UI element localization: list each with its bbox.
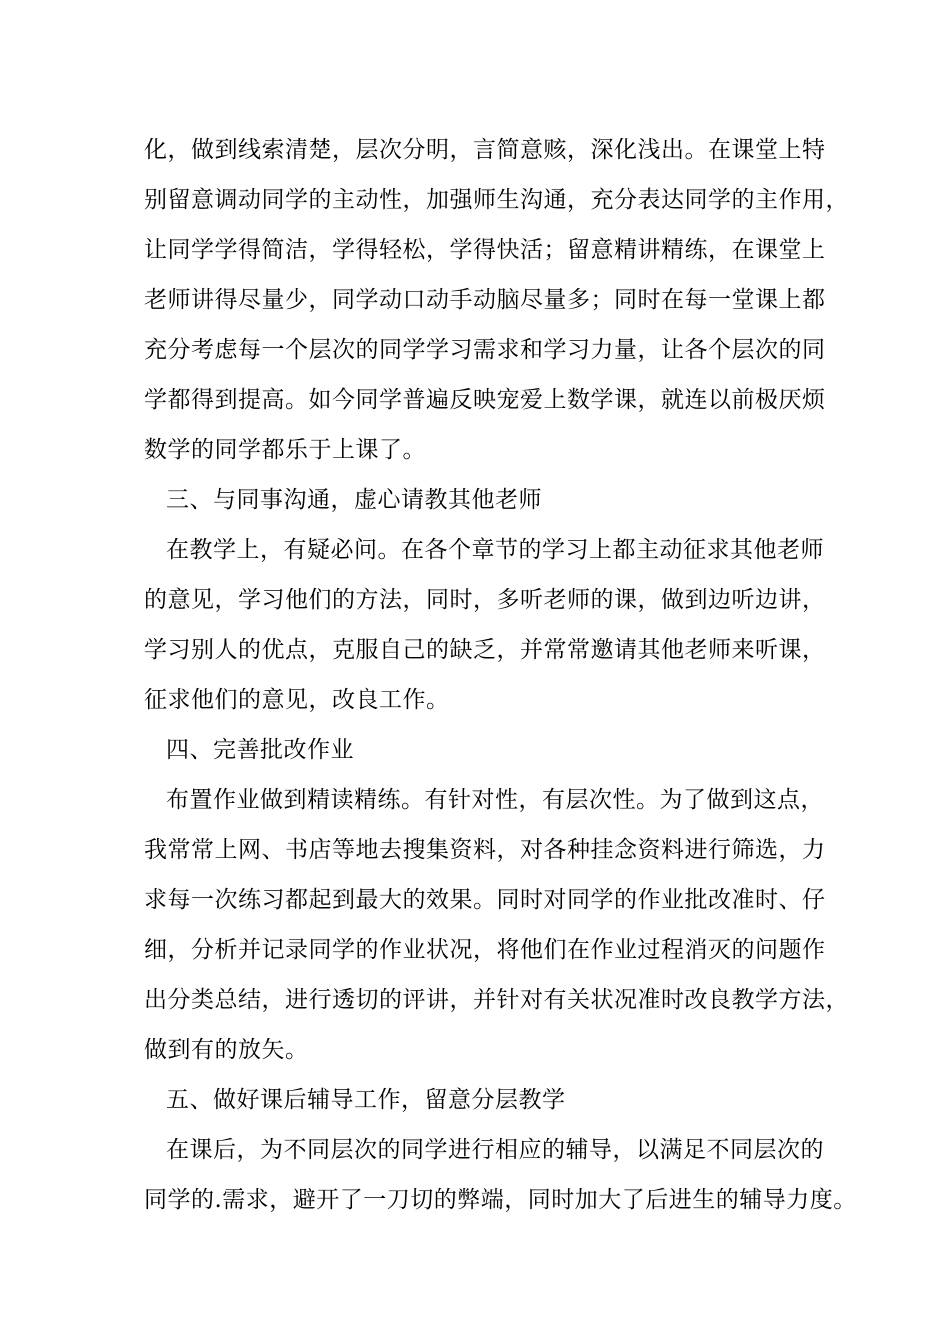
paragraph-line: 学习别人的优点，克服自己的缺乏，并常常邀请其他老师来听课，	[144, 637, 826, 663]
section-heading: 五、做好课后辅导工作，留意分层教学	[166, 1087, 566, 1113]
paragraph-line: 别留意调动同学的主动性，加强师生沟通，充分表达同学的主作用，	[144, 187, 849, 213]
paragraph-line: 在教学上，有疑必问。在各个章节的学习上都主动征求其他老师	[166, 537, 824, 563]
paragraph-line: 的意见，学习他们的方法，同时，多听老师的课，做到边听边讲，	[144, 587, 826, 613]
paragraph-line: 做到有的放矢。	[144, 1037, 309, 1063]
paragraph-line: 同学的.需求，避开了一刀切的弊端，同时加大了后进生的辅导力度。	[144, 1187, 857, 1213]
paragraph-line: 细，分析并记录同学的作业状况，将他们在作业过程消灭的问题作	[144, 937, 826, 963]
paragraph-line: 我常常上网、书店等地去搜集资料，对各种挂念资料进行筛选，力	[144, 837, 826, 863]
section-heading: 三、与同事沟通，虚心请教其他老师	[166, 487, 542, 513]
paragraph-line: 征求他们的意见，改良工作。	[144, 687, 450, 713]
paragraph-line: 数学的同学都乐于上课了。	[144, 437, 426, 463]
paragraph-line: 布置作业做到精读精练。有针对性，有层次性。为了做到这点，	[166, 787, 824, 813]
paragraph-line: 在课后，为不同层次的同学进行相应的辅导，以满足不同层次的	[166, 1137, 824, 1163]
paragraph-line: 出分类总结，进行透切的评讲，并针对有关状况准时改良教学方法，	[144, 987, 849, 1013]
paragraph-line: 充分考虑每一个层次的同学学习需求和学习力量，让各个层次的同	[144, 337, 826, 363]
section-heading: 四、完善批改作业	[166, 737, 354, 763]
paragraph-line: 化，做到线索清楚，层次分明，言简意赅，深化浅出。在课堂上特	[144, 137, 826, 163]
paragraph-line: 学都得到提高。如今同学普遍反映宠爱上数学课，就连以前极厌烦	[144, 387, 826, 413]
paragraph-line: 让同学学得简洁，学得轻松，学得快活；留意精讲精练，在课堂上	[144, 237, 826, 263]
paragraph-line: 老师讲得尽量少，同学动口动手动脑尽量多；同时在每一堂课上都	[144, 287, 826, 313]
paragraph-line: 求每一次练习都起到最大的效果。同时对同学的作业批改准时、仔	[144, 887, 826, 913]
